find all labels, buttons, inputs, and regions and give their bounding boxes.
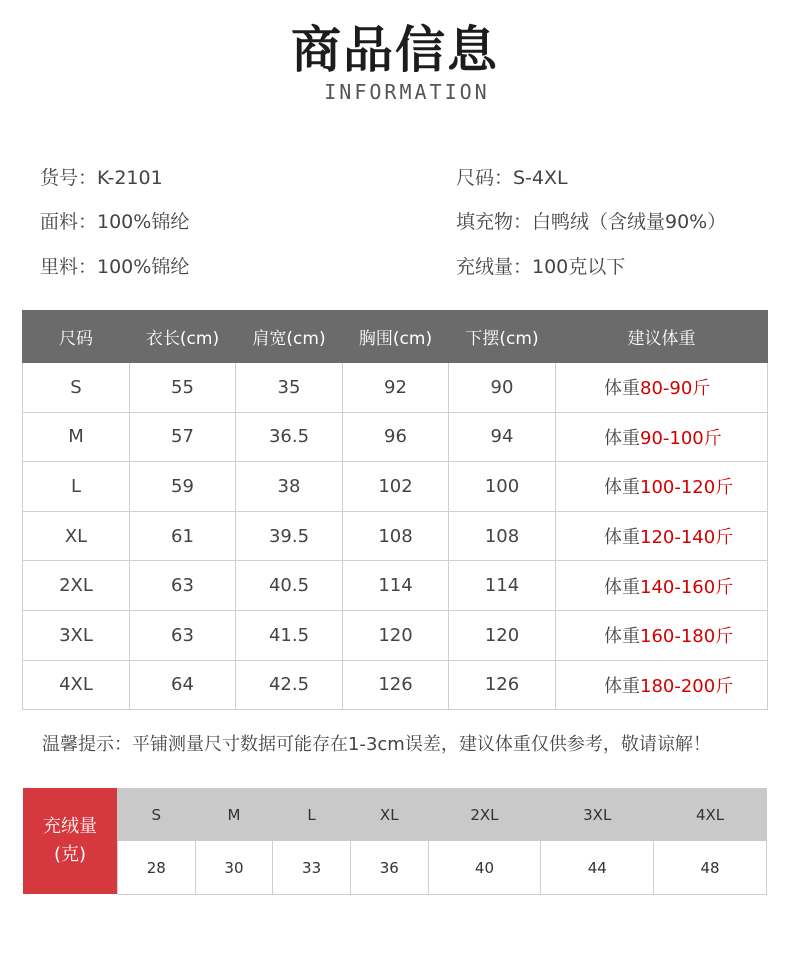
table-row — [23, 363, 768, 413]
fill-amount-label — [23, 788, 117, 894]
cell-shoulder: 40.5 — [236, 561, 343, 611]
fill-value: 33 — [273, 841, 351, 895]
weight-range: 180-200斤 — [640, 675, 734, 697]
size-table-header — [23, 311, 768, 363]
cell-hem: 108 — [449, 511, 556, 561]
cell-length: 61 — [130, 511, 236, 561]
fill-value: 40 — [428, 841, 541, 895]
fill-size: S — [118, 789, 196, 841]
fill-size: M — [195, 789, 273, 841]
header-shoulder: 肩宽(cm) — [236, 311, 343, 363]
size-table — [22, 310, 768, 710]
table-row — [23, 561, 768, 611]
cell-chest: 92 — [343, 363, 449, 413]
fill-size: 3XL — [541, 789, 654, 841]
cell-length: 64 — [130, 660, 236, 710]
fill-value: 36 — [350, 841, 428, 895]
header-length: 衣长(cm) — [130, 311, 236, 363]
cell-length: 59 — [130, 462, 236, 512]
cell-chest: 102 — [343, 462, 449, 512]
cell-shoulder: 42.5 — [236, 660, 343, 710]
cell-shoulder: 35 — [236, 363, 343, 413]
table-row — [23, 511, 768, 561]
page-subtitle: INFORMATION — [324, 80, 490, 104]
cell-length: 63 — [130, 561, 236, 611]
weight-prefix: 体重 — [604, 378, 640, 400]
page-title: 商品信息 — [291, 21, 499, 79]
cell-hem: 100 — [449, 462, 556, 512]
cell-weight — [556, 511, 768, 561]
weight-range: 140-160斤 — [640, 576, 734, 598]
fill-grid — [117, 788, 767, 895]
cell-size: XL — [23, 511, 130, 561]
header-hem: 下摆(cm) — [449, 311, 556, 363]
cell-size: 2XL — [23, 561, 130, 611]
fill-label-line1: 充绒量 — [43, 816, 97, 837]
cell-size: L — [23, 462, 130, 512]
fill-size: L — [273, 789, 351, 841]
cell-weight — [556, 462, 768, 512]
cell-chest: 120 — [343, 610, 449, 660]
cell-weight — [556, 412, 768, 462]
cell-shoulder: 41.5 — [236, 610, 343, 660]
fill-value: 28 — [118, 841, 196, 895]
cell-size: 4XL — [23, 660, 130, 710]
cell-weight — [556, 610, 768, 660]
fill-amount-table — [23, 788, 767, 894]
cell-weight — [556, 660, 768, 710]
weight-prefix: 体重 — [604, 527, 640, 549]
lining: 里料：100%锦纶 — [40, 256, 190, 278]
fill-amount: 充绒量：100克以下 — [456, 256, 626, 278]
fill-size: 4XL — [654, 789, 767, 841]
header-chest: 胸围(cm) — [343, 311, 449, 363]
weight-range: 120-140斤 — [640, 527, 734, 549]
header-size: 尺码 — [23, 311, 130, 363]
cell-size: M — [23, 412, 130, 462]
cell-length: 57 — [130, 412, 236, 462]
cell-chest: 126 — [343, 660, 449, 710]
measurement-note: 温馨提示：平铺测量尺寸数据可能存在1-3cm误差，建议体重仅供参考，敬请谅解！ — [42, 734, 711, 755]
fill-value: 30 — [195, 841, 273, 895]
weight-prefix: 体重 — [604, 576, 640, 598]
cell-shoulder: 36.5 — [236, 412, 343, 462]
cell-length: 63 — [130, 610, 236, 660]
cell-hem: 90 — [449, 363, 556, 413]
table-row — [23, 462, 768, 512]
fill-size: 2XL — [428, 789, 541, 841]
cell-size: 3XL — [23, 610, 130, 660]
weight-range: 100-120斤 — [640, 477, 734, 499]
weight-range: 80-90斤 — [640, 378, 711, 400]
table-row — [23, 412, 768, 462]
cell-length: 55 — [130, 363, 236, 413]
fill-size-row — [118, 789, 767, 841]
cell-chest: 96 — [343, 412, 449, 462]
fill-label-line2: (克) — [53, 844, 87, 865]
cell-chest: 108 — [343, 511, 449, 561]
weight-range: 90-100斤 — [640, 427, 722, 449]
fill-value: 44 — [541, 841, 654, 895]
weight-prefix: 体重 — [604, 427, 640, 449]
weight-prefix: 体重 — [604, 626, 640, 648]
header-weight: 建议体重 — [556, 311, 768, 363]
cell-hem: 120 — [449, 610, 556, 660]
fill-size: XL — [350, 789, 428, 841]
filling: 填充物：白鸭绒（含绒量90%） — [456, 211, 727, 233]
fill-value: 48 — [654, 841, 767, 895]
cell-hem: 94 — [449, 412, 556, 462]
cell-shoulder: 39.5 — [236, 511, 343, 561]
weight-range: 160-180斤 — [640, 626, 734, 648]
table-row — [23, 610, 768, 660]
cell-hem: 126 — [449, 660, 556, 710]
cell-shoulder: 38 — [236, 462, 343, 512]
fill-value-row — [118, 841, 767, 895]
cell-weight — [556, 363, 768, 413]
size-range: 尺码：S-4XL — [456, 167, 568, 189]
table-row — [23, 660, 768, 710]
weight-prefix: 体重 — [604, 675, 640, 697]
weight-prefix: 体重 — [604, 477, 640, 499]
cell-chest: 114 — [343, 561, 449, 611]
cell-weight — [556, 561, 768, 611]
cell-hem: 114 — [449, 561, 556, 611]
item-number: 货号：K-2101 — [40, 167, 163, 189]
fabric: 面料：100%锦纶 — [40, 211, 190, 233]
cell-size: S — [23, 363, 130, 413]
